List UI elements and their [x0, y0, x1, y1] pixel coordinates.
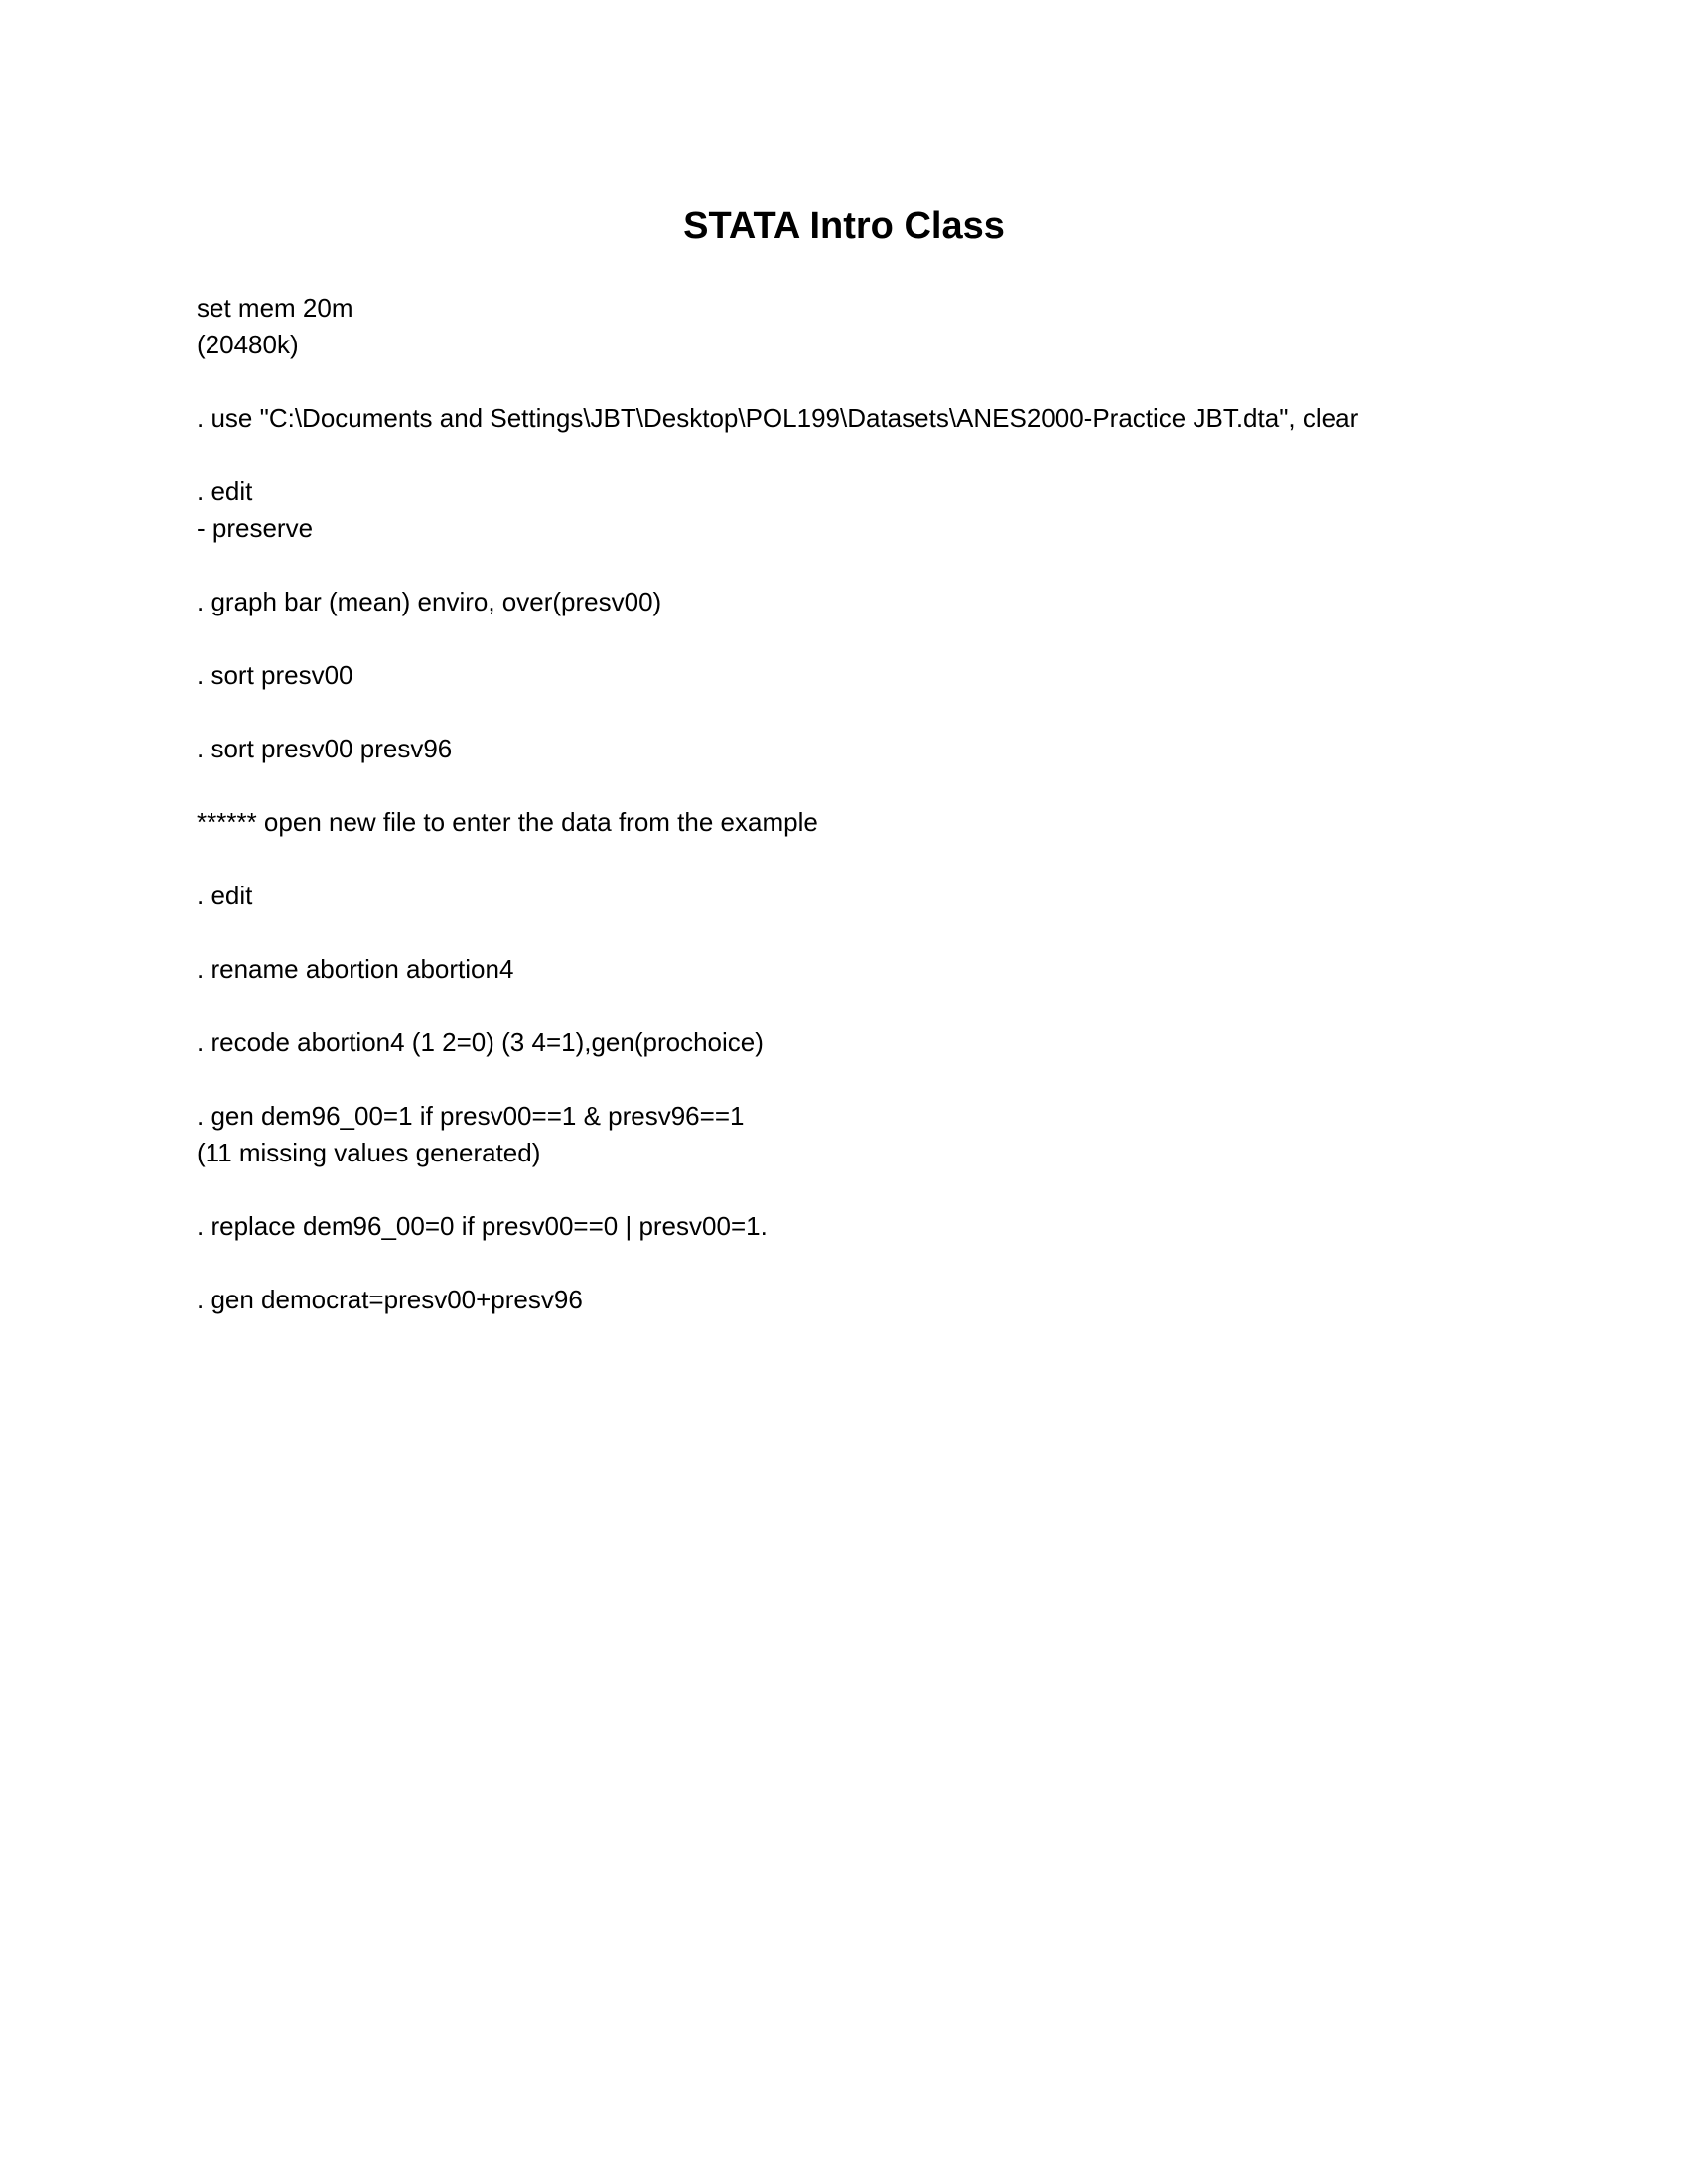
command-line: . rename abortion abortion4 — [197, 954, 514, 984]
output-line: (20480k) — [197, 330, 299, 359]
comment-line: ****** open new file to enter the data from the example — [197, 807, 818, 837]
command-block — [197, 951, 1507, 988]
command-line: . edit — [197, 881, 253, 910]
command-block — [197, 1282, 1507, 1318]
command-line: . replace dem96_00=0 if presv00==0 | presv00=1. — [197, 1211, 768, 1241]
command-line: . use "C:\Documents and Settings\JBT\Desktop\POL199\Datasets\ANES2000-Practice JBT.dta", clear — [197, 403, 1359, 433]
document-title: STATA Intro Class — [683, 205, 1005, 247]
command-block — [197, 657, 1507, 694]
comment-block — [197, 804, 1507, 841]
command-line: set mem 20m — [197, 293, 353, 323]
command-line: . gen dem96_00=1 if presv00==1 & presv96==1 — [197, 1101, 745, 1131]
command-line: . edit — [197, 477, 253, 506]
command-block — [197, 474, 1507, 547]
command-block — [197, 731, 1507, 767]
command-block — [197, 878, 1507, 914]
document-body — [197, 290, 1507, 1355]
output-line: - preserve — [197, 513, 314, 543]
command-line: . recode abortion4 (1 2=0) (3 4=1),gen(prochoice) — [197, 1027, 764, 1057]
command-line: . gen democrat=presv00+presv96 — [197, 1285, 583, 1314]
command-block — [197, 1098, 1507, 1171]
command-line: . graph bar (mean) enviro, over(presv00) — [197, 587, 662, 616]
command-block — [197, 400, 1507, 437]
command-block — [197, 1024, 1507, 1061]
output-line: (11 missing values generated) — [197, 1138, 541, 1167]
command-block — [197, 1208, 1507, 1245]
command-line: . sort presv00 presv96 — [197, 734, 453, 763]
command-block — [197, 290, 1507, 363]
command-block — [197, 584, 1507, 620]
command-line: . sort presv00 — [197, 660, 353, 690]
